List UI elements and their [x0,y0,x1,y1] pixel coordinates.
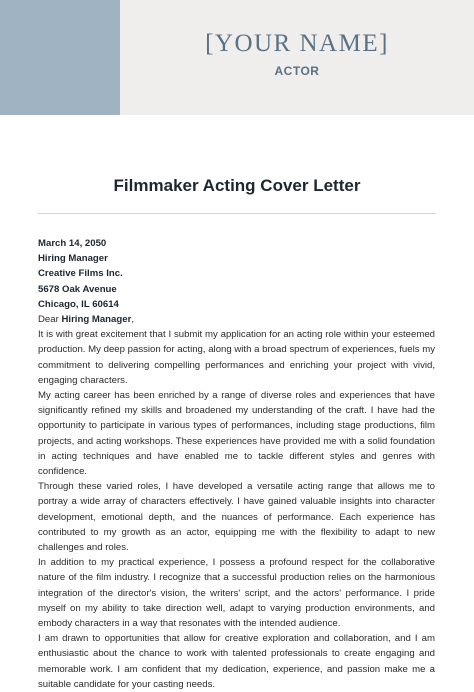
salutation-prefix: Dear [38,314,62,326]
role-subtitle: ACTOR [274,64,320,78]
company-name: Creative Films Inc. [38,268,123,280]
name-heading: [YOUR NAME] [205,30,389,57]
paragraph: In addition to my practical experience, I possess a profound respect for the collaborative nature of the film industry. I recognize that a successful production relies on the harmonious integration of the director's vision, the writers' script, and the actors' performance. I pride myself on my ability to take direction well, adapt to varying production environments, and embody characters in a way that resonates with the intended audience. [38,557,435,630]
salutation [38,312,435,327]
salutation-name: Hiring Manager [61,314,132,326]
paragraph: It is with great excitement that I submit my application for an acting role within your esteemed production. My deep passion for acting, along with a broad spectrum of experiences, fuels my commitment to delivering compelling performances and enriching your project with vivid, engaging characters. [38,329,435,386]
letter-body [38,236,435,692]
city-address: Chicago, IL 60614 [38,298,119,310]
paragraph: Through these varied roles, I have developed a versatile acting range that allows me to portray a wide array of characters effectively. I have gained valuable insights into character development, emotional depth, and the nuances of performance. Each experience has contributed to my growth as an actor, equipping me with the flexibility to adapt to new challenges and roles. [38,481,435,554]
recipient-name: Hiring Manager [38,253,108,265]
salutation-suffix: , [131,314,134,326]
paragraph: I am drawn to opportunities that allow for creative exploration and collaboration, and I am enthusiastic about the chance to work with talented professionals to create engaging and memorable work. I am confident that my dedication, experience, and passion make me a suitable candidate for your casting needs. [38,633,435,690]
paragraph: My acting career has been enriched by a range of diverse roles and experiences that have significantly refined my skills and broadened my understanding of the craft. I have had the opportunity to participate in various types of performances, including stage productions, film projects, and acting workshops. These experiences have provided me with a solid foundation in acting techniques and have enabled me to tackle different styles and genres with confidence. [38,390,435,478]
divider [38,213,436,214]
document-title: Filmmaker Acting Cover Letter [113,176,361,195]
letter-date: March 14, 2050 [38,238,107,249]
accent-block [0,0,120,115]
street-address: 5678 Oak Avenue [38,283,117,295]
